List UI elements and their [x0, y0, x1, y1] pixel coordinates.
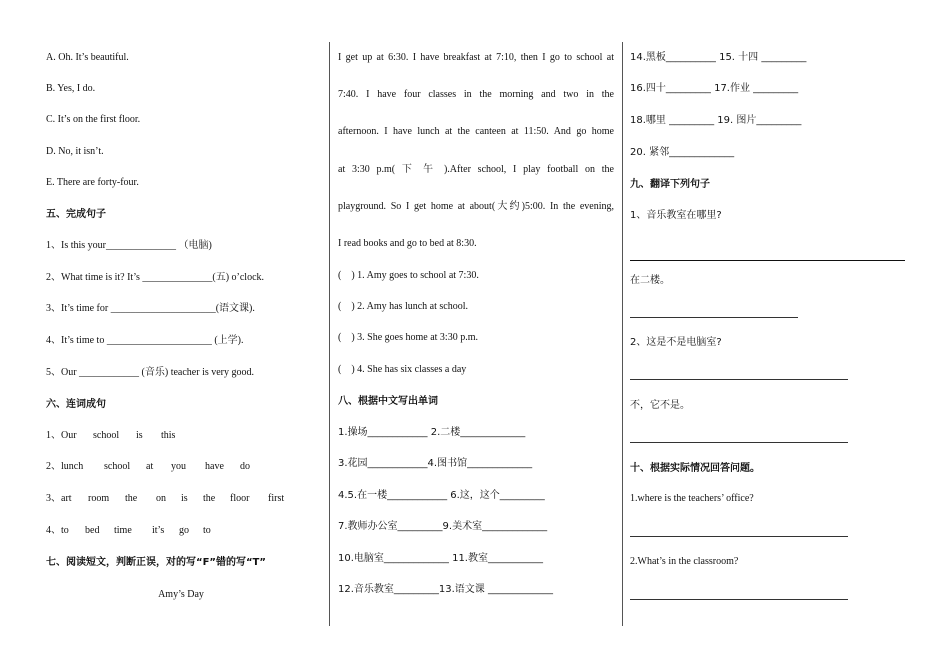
option-a: A. Oh. It’s beautiful.	[46, 52, 129, 63]
word: do	[240, 461, 250, 472]
translate-question: 2、这是不是电脑室?	[630, 337, 722, 348]
word: 2、lunch	[46, 461, 84, 472]
story-title: Amy’s Day	[158, 589, 204, 600]
passage-line: I read books and go to bed at 8:30.	[338, 238, 477, 249]
passage-line: playground. So I get home at about(大约)5:00. In the evening,	[338, 201, 614, 212]
option-e: E. There are forty-four.	[46, 177, 139, 188]
word-item: 1.操场____________ 2.二楼_____________	[338, 427, 526, 438]
word: school	[93, 430, 120, 441]
word-item: 7.教师办公室_________9.美术室_____________	[338, 521, 548, 532]
word-order-row-2	[46, 460, 316, 474]
word: 3、art	[46, 493, 72, 504]
word: is	[136, 430, 143, 441]
translate-question: 在二楼。	[630, 275, 670, 286]
column-divider-2	[622, 42, 623, 626]
word: on	[156, 493, 166, 504]
option-c: C. It’s on the first floor.	[46, 114, 141, 125]
translate-question: 不，它不是。	[630, 400, 690, 411]
passage-line: at 3:30 p.m( 下 午 ).After school, I play football on the	[338, 164, 614, 175]
option-d: D. No, it isn’t.	[46, 146, 104, 157]
judge-item: ( ) 3. She goes home at 3:30 p.m.	[338, 332, 478, 343]
passage-line: 7:40. I have four classes in the morning and two in the	[338, 89, 614, 100]
word-order-row-3	[46, 492, 316, 506]
judge-item: ( ) 1. Amy goes to school at 7:30.	[338, 270, 479, 281]
word-item: 3.花园____________4.图书馆_____________	[338, 458, 533, 469]
sentence-item: 3、It’s time for _____________________(语文课).	[46, 303, 255, 314]
word-item: 10.电脑室_____________ 11.教室___________	[338, 553, 543, 564]
section-7-title: 七、阅读短文，判断正误，对的写“F”错的写“T”	[46, 557, 266, 568]
word: have	[205, 461, 224, 472]
passage-line: afternoon. I have lunch at the canteen at 11:50. And go home	[338, 126, 614, 137]
option-b: B. Yes, I do.	[46, 83, 96, 94]
answer-line[interactable]	[630, 599, 848, 600]
passage-line: I get up at 6:30. I have breakfast at 7:10, then I go to school at	[338, 52, 614, 63]
section-8-title: 八、根据中文写出单词	[338, 396, 438, 407]
answer-line[interactable]	[630, 379, 848, 380]
word-item: 18.哪里 _________ 19. 图片_________	[630, 115, 802, 126]
sentence-item: 4、It’s time to _____________________ (上学).	[46, 335, 244, 346]
answer-line[interactable]	[630, 317, 798, 318]
column-1	[46, 0, 316, 672]
word: time	[114, 525, 132, 536]
column-3	[630, 0, 910, 672]
word: room	[88, 493, 110, 504]
section-9-title: 九、翻译下列句子	[630, 179, 710, 190]
sentence-item: 2、What time is it? It’s ______________(五) o’clock.	[46, 272, 265, 283]
word-item: 12.音乐教室_________13.语文课 _____________	[338, 584, 553, 595]
word: it’s	[152, 525, 165, 536]
word-item: 14.黑板__________ 15. 十四 _________	[630, 52, 807, 63]
word-item: 4.5.在一楼____________ 6.这，这个_________	[338, 490, 545, 501]
word: bed	[85, 525, 100, 536]
answer-line[interactable]	[630, 442, 848, 443]
word: to	[203, 525, 211, 536]
word: the	[203, 493, 216, 504]
answer-line[interactable]	[630, 260, 905, 261]
word: you	[171, 461, 186, 472]
column-2	[338, 0, 614, 672]
word: the	[125, 493, 138, 504]
answer-question: 1.where is the teachers’ office?	[630, 493, 754, 504]
answer-line[interactable]	[630, 536, 848, 537]
word: school	[104, 461, 131, 472]
section-10-title: 十、根据实际情况回答问题。	[630, 463, 760, 474]
word-item: 20. 紧邻_____________	[630, 147, 735, 158]
word: 1、Our	[46, 430, 77, 441]
sentence-item: 5、Our ____________ (音乐) teacher is very good.	[46, 367, 255, 378]
judge-item: ( ) 2. Amy has lunch at school.	[338, 301, 468, 312]
word: floor	[230, 493, 250, 504]
judge-item: ( ) 4. She has six classes a day	[338, 364, 467, 375]
section-6-title: 六、连词成句	[46, 399, 106, 410]
word: this	[161, 430, 176, 441]
word-order-row-4	[46, 524, 316, 538]
answer-question: 2.What’s in the classroom?	[630, 556, 739, 567]
section-5-title: 五、完成句子	[46, 209, 106, 220]
column-divider-1	[329, 42, 330, 626]
word: at	[146, 461, 154, 472]
word: first	[268, 493, 285, 504]
translate-question: 1、音乐教室在哪里?	[630, 210, 722, 221]
word: go	[179, 525, 189, 536]
word-order-row-1	[46, 429, 316, 443]
word: 4、to	[46, 525, 69, 536]
sentence-item: 1、Is this your______________ （电脑)	[46, 240, 212, 251]
word-item: 16.四十_________ 17.作业 _________	[630, 83, 799, 94]
word: is	[181, 493, 188, 504]
